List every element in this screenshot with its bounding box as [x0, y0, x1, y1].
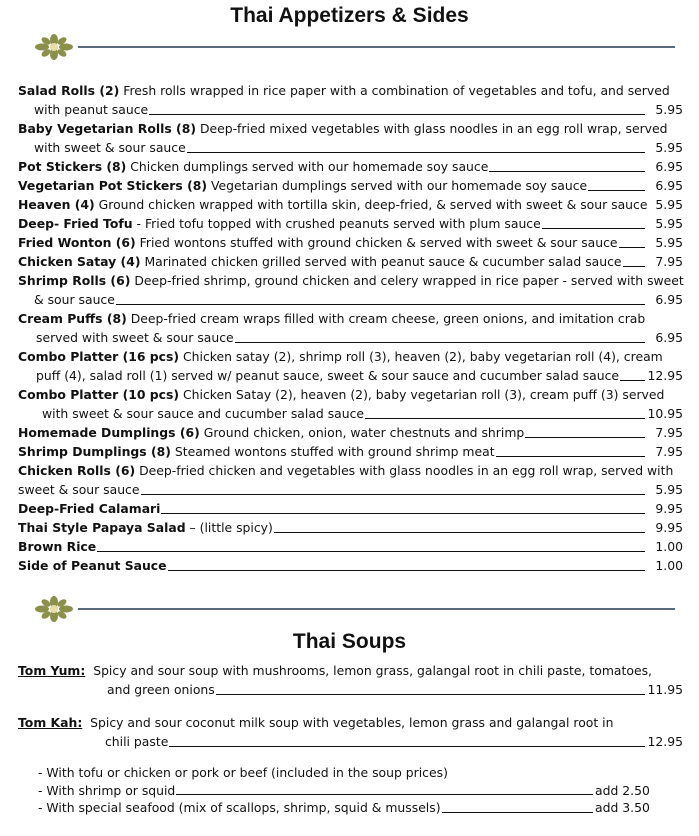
soup-options: [38, 764, 650, 817]
option-price: add 3.50: [595, 800, 650, 815]
item-price: 7.95: [655, 254, 683, 269]
menu-item: Homemade Dumplings (6) Ground chicken, onion, water chestnuts and shrimp 7.95: [18, 425, 683, 440]
menu-item: Fried Wonton (6) Fried wontons stuffed with ground chicken & served with sweet & sour sauce 5.95: [18, 235, 683, 250]
item-price: 6.95: [655, 159, 683, 174]
flower-ornament-icon: [30, 596, 78, 622]
appetizer-list: [18, 81, 683, 575]
menu-item: Brown Rice 1.00: [18, 539, 683, 554]
item-price: 5.95: [655, 482, 683, 497]
menu-item: Chicken Rolls (6) Deep-fried chicken and vegetables with glass noodles in an egg roll wrap, served with sweet & sour sauce 5.95: [18, 463, 683, 497]
option-item: - With special seafood (mix of scallops, shrimp, squid & mussels) add 3.50: [38, 800, 650, 815]
item-price: 12.95: [647, 368, 683, 383]
menu-item: Deep- Fried Tofu - Fried tofu topped with crushed peanuts served with plum sauce 5.95: [18, 216, 683, 231]
menu-item: Thai Style Papaya Salad – (little spicy) 9.95: [18, 520, 683, 535]
menu-item: Tom Yum: Spicy and sour soup with mushrooms, lemon grass, galangal root in chili paste, tomatoes, and green onions 11.95: [18, 663, 683, 697]
menu-item: Shrimp Dumplings (8) Steamed wontons stuffed with ground shrimp meat 7.95: [18, 444, 683, 459]
menu-item: Pot Stickers (8) Chicken dumplings served with our homemade soy sauce 6.95: [18, 159, 683, 174]
item-price: 6.95: [655, 330, 683, 345]
menu-item: Shrimp Rolls (6) Deep-fried shrimp, ground chicken and celery wrapped in rice paper - served with sweet & sour sauce 6.95: [18, 273, 684, 307]
item-price: 9.95: [655, 501, 683, 516]
item-price: 5.95: [655, 140, 683, 155]
menu-item: Heaven (4) Ground chicken wrapped with tortilla skin, deep-fried, & served with sweet & sour sauce 5.95: [18, 197, 683, 212]
menu-item: Side of Peanut Sauce 1.00: [18, 558, 683, 573]
option-item: - With shrimp or squid add 2.50: [38, 782, 650, 798]
item-price: 11.95: [647, 682, 683, 697]
section-divider: [30, 596, 675, 620]
menu-item: Vegetarian Pot Stickers (8) Vegetarian dumplings served with our homemade soy sauce 6.95: [18, 178, 683, 193]
menu-item: Combo Platter (10 pcs) Chicken Satay (2), heaven (2), baby vegetarian roll (3), cream puff (3) served with sweet & sour sauce and cucumber salad sauce 10.95: [18, 387, 683, 421]
menu-item: Tom Kah: Spicy and sour coconut milk soup with vegetables, lemon grass and galangal root in chili paste 12.95: [18, 715, 683, 749]
soups-title: Thai Soups: [292, 630, 407, 653]
menu-item: Combo Platter (16 pcs) Chicken satay (2), shrimp roll (3), heaven (2), baby vegetarian roll (4), cream puff (4), salad roll (1) served w/ peanut sauce, sweet & sour sauce and cucumber salad sauce 12.95: [18, 349, 683, 383]
item-price: 1.00: [655, 539, 683, 554]
flower-ornament-icon: [30, 34, 78, 60]
item-price: 5.95: [655, 102, 683, 117]
menu-item: Deep-Fried Calamari 9.95: [18, 501, 683, 516]
item-price: 7.95: [655, 425, 683, 440]
item-price: 1.00: [655, 558, 683, 573]
option-price: add 2.50: [595, 782, 650, 798]
item-price: 12.95: [647, 734, 683, 749]
item-price: 7.95: [655, 444, 683, 459]
item-price: 5.95: [655, 216, 683, 231]
item-price: 10.95: [647, 406, 683, 421]
appetizers-title: Thai Appetizers & Sides: [230, 4, 469, 27]
menu-item: Baby Vegetarian Rolls (8) Deep-fried mixed vegetables with glass noodles in an egg roll wrap, served with sweet & sour sauce 5.95: [18, 121, 683, 155]
menu-item: Cream Puffs (8) Deep-fried cream wraps filled with cream cheese, green onions, and imitation crab served with sweet & sour sauce 6.95: [18, 311, 683, 345]
item-price: 9.95: [655, 520, 683, 535]
item-price: 6.95: [655, 292, 683, 307]
menu-item: Salad Rolls (2) Fresh rolls wrapped in rice paper with a combination of vegetables and tofu, and served with peanut sauce 5.95: [18, 83, 683, 117]
item-price: 5.95: [655, 197, 683, 212]
menu-item: Chicken Satay (4) Marinated chicken grilled served with peanut sauce & cucumber salad sauce 7.95: [18, 254, 683, 269]
item-price: 6.95: [655, 178, 683, 193]
item-price: 5.95: [655, 235, 683, 250]
soup-list: [18, 661, 683, 751]
section-divider: [30, 34, 675, 58]
option-item: - With tofu or chicken or pork or beef (included in the soup prices): [38, 765, 448, 780]
